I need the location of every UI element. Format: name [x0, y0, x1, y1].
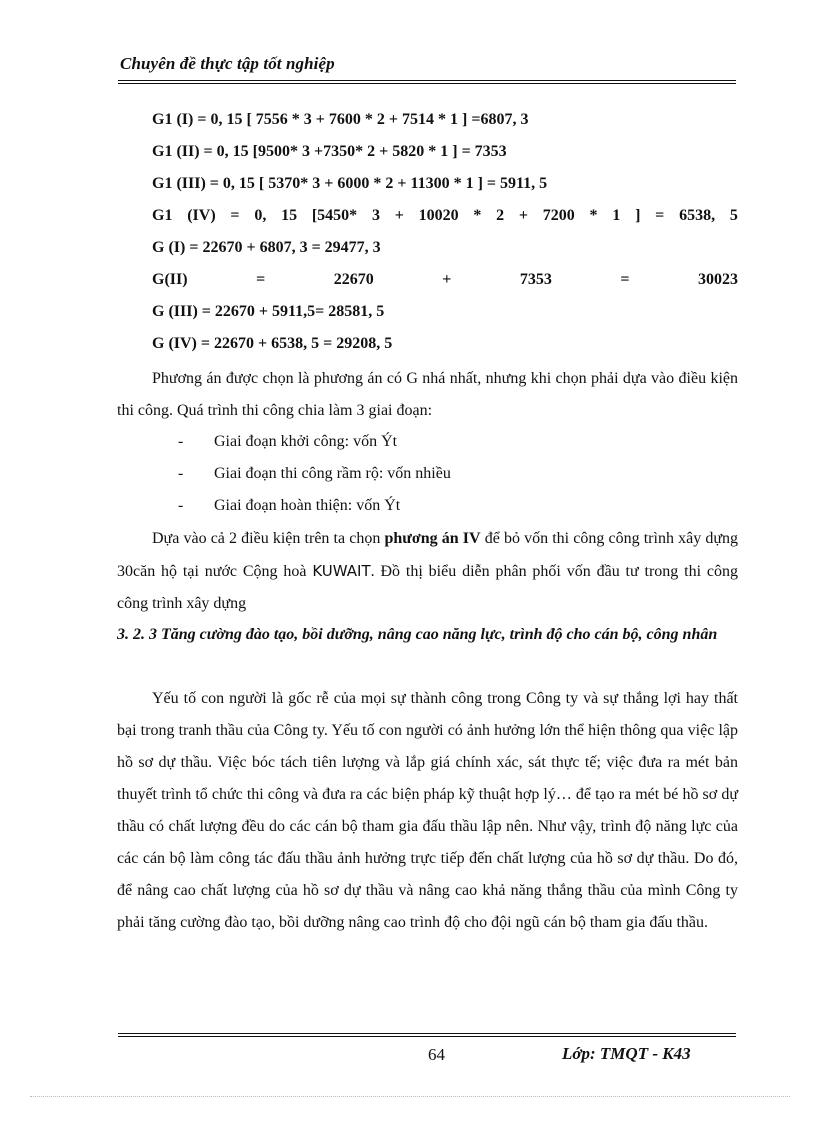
bold-phrase: phương án IV	[384, 530, 481, 547]
paragraph-text: Dựa vào cả 2 điều kiện trên ta chọn	[152, 530, 385, 547]
eq-token: *	[589, 207, 598, 224]
equation-g-ii	[152, 269, 738, 291]
eq-token: 7353	[519, 271, 552, 288]
eq-token: +	[442, 271, 452, 288]
paragraph-text: Yếu tố con người là gốc rễ của mọi sự thành công trong Công ty và sự thắng lợi hay thất bại trong tranh thầu của Công ty. Yếu tố con người có ảnh hưởng lớn thể hiện thông qua việc lập hồ sơ dự thầu. Việc bóc tách tiên lượng và lắp giá chính xác, sát thực tế; việc đưa ra mét bản thuyết trình tổ chức thi công và đưa ra các biện pháp kỹ thuật hợp lý… để tạo ra mét bé hồ sơ dự thầu có chất lượng đều do các cán bộ tham gia đấu thầu lập nên. Như vậy, trình độ năng lực của các cán bộ làm công tác đấu thầu ảnh hưởng trực tiếp đến chất lượng của hồ sơ dự thầu. Do đó, để nâng cao chất lượng của hồ sơ dự thầu và nâng cao khả năng thắng thầu của mình Công ty phải tăng cường đào tạo, bồi dưỡng nâng cao trình độ cho đội ngũ cán bộ tham gia đấu thầu.	[117, 690, 738, 931]
equation-g1-iii: G1 (III) = 0, 15 [ 5370* 3 + 6000 * 2 + 11300 * 1 ] = 5911, 5	[152, 175, 548, 192]
class-label: Lớp: TMQT - K43	[562, 1044, 691, 1063]
paragraph-text: . Đồ thị biểu diễn phân phối vốn đầu tư trong thi công công trình xây dựng	[117, 563, 739, 612]
eq-token: [5450*	[311, 207, 358, 224]
eq-token: +	[518, 207, 529, 224]
eq-token: 30023	[697, 271, 738, 288]
equation-g1-ii: G1 (II) = 0, 15 [9500* 3 +7350* 2 + 5820 * 1 ] = 7353	[152, 143, 507, 160]
bullet-text: Giai đoạn thi công rầm rộ: vốn nhiều	[214, 465, 451, 482]
eq-token: 7200	[542, 207, 575, 224]
paragraph-text: để bỏ vốn thi công công trình xây dựng 30căn hộ tại nước Cộng hoà	[117, 530, 739, 580]
bullet-item: - Giai đoạn thi công rầm rộ: vốn nhiều	[178, 465, 451, 482]
eq-token: =	[256, 271, 266, 288]
paragraph-selection	[117, 523, 738, 620]
eq-token: 2	[496, 207, 505, 224]
eq-token: +	[394, 207, 404, 224]
eq-token: 10020	[418, 207, 459, 224]
eq-token: 15	[281, 207, 298, 224]
equation-g-i: G (I) = 22670 + 6807, 3 = 29477, 3	[152, 239, 381, 256]
footer-rule-bottom	[118, 1036, 736, 1037]
bullet-item: - Giai đoạn khởi công: vốn Ýt	[178, 433, 398, 450]
paragraph-choice	[117, 363, 738, 427]
eq-token: ]	[635, 207, 641, 224]
paragraph-text: Phương án được chọn là phương án có G nhá nhất, nhưng khi chọn phải dựa vào điều kiện thi công. Quá trình thi công chia làm 3 giai đoạn:	[117, 370, 738, 419]
equation-g-iii: G (III) = 22670 + 5911,5= 28581, 5	[152, 303, 385, 320]
equation-g1-iv	[152, 205, 738, 227]
country-name: KUWAIT	[312, 562, 371, 580]
page-edge-divider	[30, 1096, 790, 1097]
equation-g-iv: G (IV) = 22670 + 6538, 5 = 29208, 5	[152, 335, 393, 352]
eq-token: 22670	[333, 271, 374, 288]
header-rule-top	[118, 80, 736, 81]
header-title: Chuyên đề thực tập tốt nghiệp	[120, 54, 335, 73]
eq-token: (IV)	[187, 207, 216, 224]
bullet-text: Giai đoạn khởi công: vốn Ýt	[214, 433, 398, 450]
eq-token: 6538,	[679, 207, 716, 224]
equation-g1-i: G1 (I) = 0, 15 [ 7556 * 3 + 7600 * 2 + 7514 * 1 ] =6807, 3	[152, 111, 529, 128]
eq-token: 5	[729, 207, 738, 224]
header-rule-bottom	[118, 83, 736, 84]
eq-token: *	[473, 207, 482, 224]
page-number: 64	[428, 1045, 445, 1064]
paragraph-human-factor	[117, 683, 738, 939]
footer-rule-top	[118, 1033, 736, 1034]
eq-token: G(II)	[152, 271, 188, 288]
eq-token: 0,	[254, 207, 267, 224]
section-heading: 3. 2. 3 Tăng cường đào tạo, bồi dưỡng, nâng cao năng lực, trình độ cho cán bộ, công nhân	[117, 626, 718, 643]
eq-token: G1	[152, 207, 173, 224]
eq-token: =	[230, 207, 240, 224]
eq-token: 1	[612, 207, 621, 224]
eq-token: =	[655, 207, 665, 224]
eq-token: =	[620, 271, 630, 288]
bullet-text: Giai đoạn hoàn thiện: vốn Ýt	[214, 497, 401, 514]
bullet-item: - Giai đoạn hoàn thiện: vốn Ýt	[178, 497, 401, 514]
eq-token: 3	[371, 207, 380, 224]
